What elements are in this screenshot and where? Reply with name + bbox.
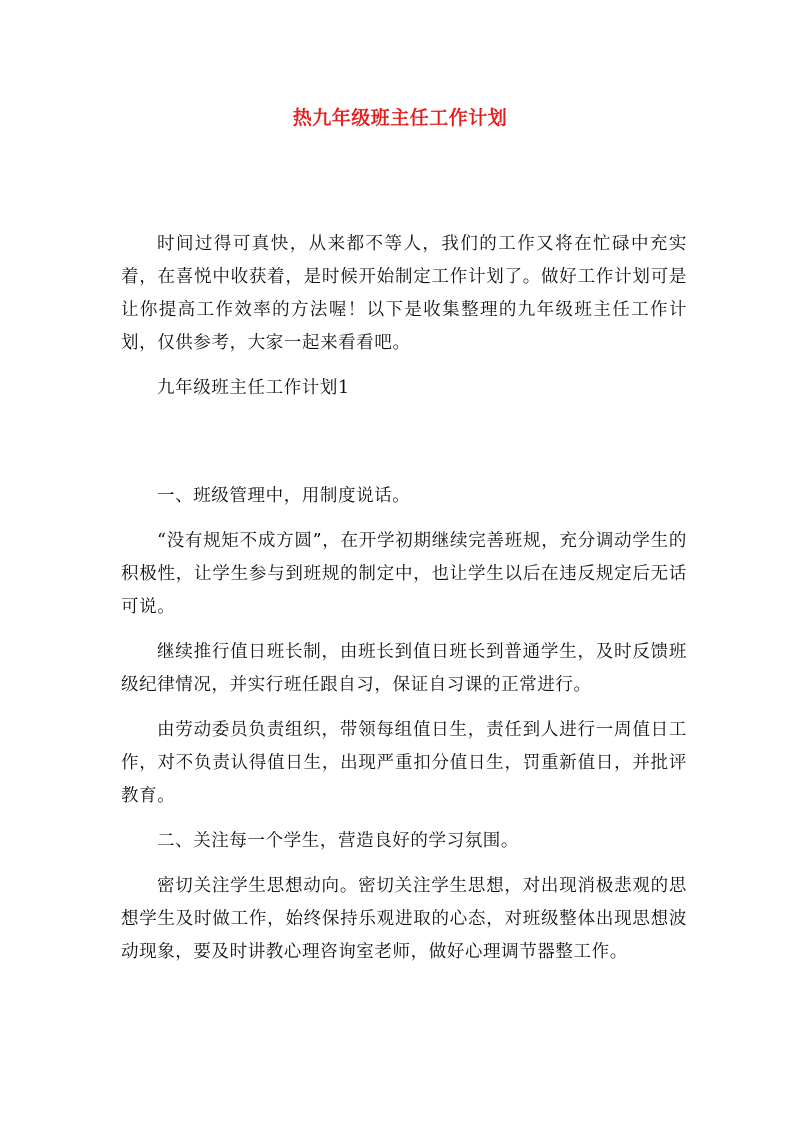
paragraph-duty-monitor: 继续推行值日班长制，由班长到值日班长到普通学生，及时反馈班级纪律情况，并实行班任跟自习，保证自习课的正常进行。 bbox=[121, 642, 687, 695]
document-body-continued bbox=[121, 480, 687, 969]
document-title: 热九年级班主任工作计划 bbox=[292, 107, 508, 129]
intro-paragraph: 时间过得可真快，从来都不等人，我们的工作又将在忙碌中充实着，在喜悦中收获着，是时候开始制定工作计划了。做好工作计划可是让你提高工作效率的方法喔！以下是收集整理的九年级班主任工作计划，仅供参考，大家一起来看看吧。 bbox=[121, 234, 687, 353]
paragraph-labor-committee: 由劳动委员负责组织，带领每组值日生，责任到人进行一周值日工作，对不负责认得值日生，出现严重扣分值日生，罚重新值日，并批评教育。 bbox=[121, 720, 687, 806]
section-heading-plan-1: 九年级班主任工作计划1 bbox=[157, 378, 350, 398]
heading-class-management: 一、班级管理中，用制度说话。 bbox=[157, 486, 411, 506]
heading-care-students: 二、关注每一个学生，营造良好的学习氛围。 bbox=[157, 831, 519, 851]
paragraph-student-thoughts: 密切关注学生思想动向。密切关注学生思想，对出现消极悲观的思想学生及时做工作，始终保持乐观进取的心态，对班级整体出现思想波动现象，要及时讲教心理咨询室老师，做好心理调节器整工作。 bbox=[121, 876, 687, 962]
paragraph-class-rules: “没有规矩不成方圆”，在开学初期继续完善班规，充分调动学生的积极性，让学生参与到班规的制定中，也让学生以后在违反规定后无话可说。 bbox=[121, 531, 687, 617]
document-body bbox=[121, 228, 687, 405]
